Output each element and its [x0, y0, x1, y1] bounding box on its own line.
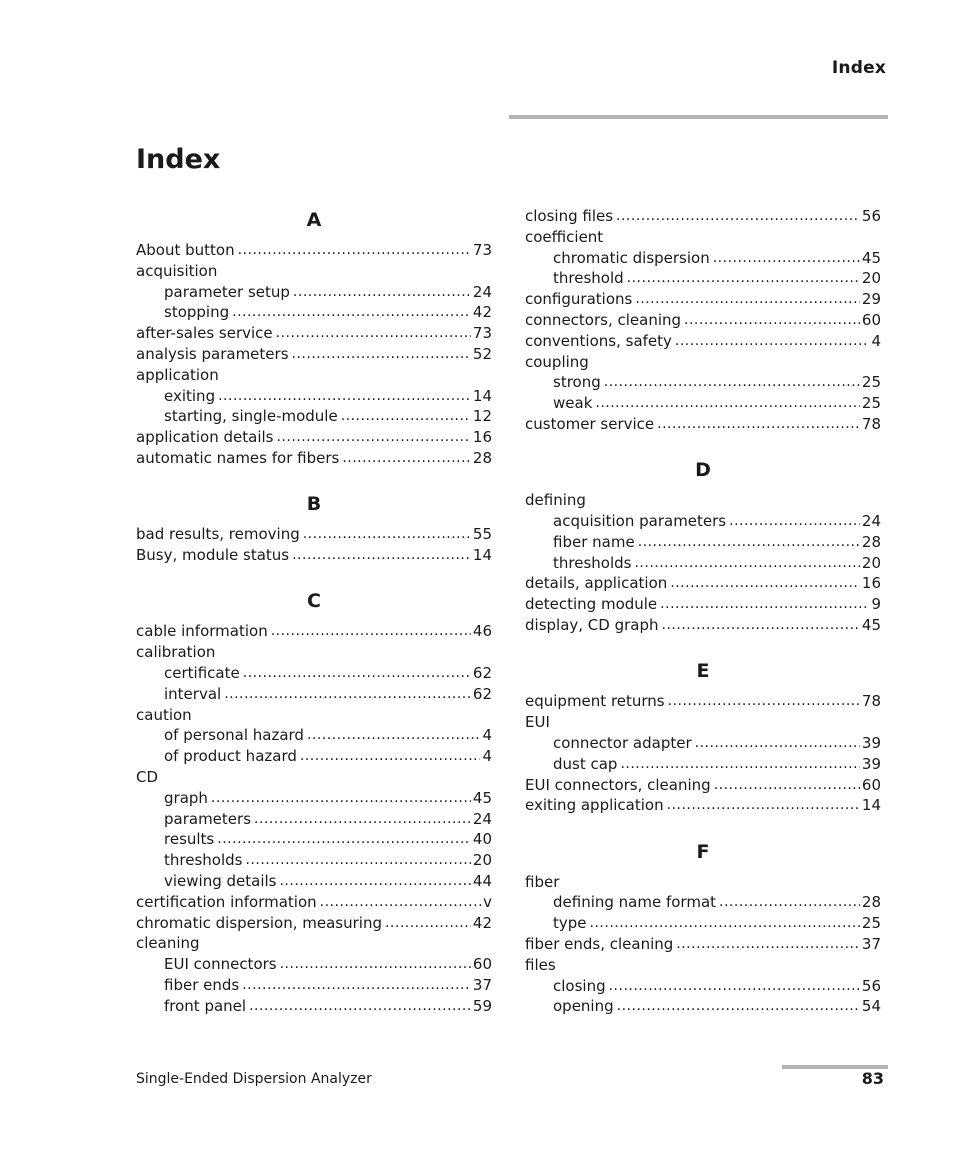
index-entry [525, 289, 881, 310]
entry-text: files [525, 955, 556, 974]
page-reference: 45 [861, 248, 881, 267]
entry-text: EUI connectors, cleaning [525, 775, 711, 794]
dot-leader [719, 892, 860, 913]
index-entry [136, 323, 492, 344]
index-subentry [136, 996, 492, 1017]
page-reference: 28 [472, 448, 492, 467]
entry-text: closing [553, 976, 606, 995]
page-reference: 28 [861, 893, 881, 912]
entry-text: bad results, removing [136, 525, 300, 544]
entry-text: connector adapter [553, 733, 692, 752]
dot-leader [684, 310, 860, 331]
page-reference: 24 [472, 282, 492, 301]
dot-leader [635, 289, 860, 310]
index-subentry [525, 913, 881, 934]
dot-leader [217, 829, 471, 850]
page-reference: 78 [861, 692, 881, 711]
index-entry [525, 872, 881, 893]
dot-leader [670, 573, 860, 594]
dot-leader [303, 524, 471, 545]
index-entry [525, 594, 881, 615]
index-entry [136, 261, 492, 282]
entry-text: opening [553, 997, 614, 1016]
page-reference: 25 [861, 914, 881, 933]
page-reference: 56 [861, 207, 881, 225]
page-reference: 60 [861, 310, 881, 329]
page-reference: 56 [861, 976, 881, 995]
index-subentry [136, 406, 492, 427]
page-reference: 40 [472, 830, 492, 849]
entry-text: results [164, 830, 215, 849]
page-reference: 20 [472, 851, 492, 870]
entry-text: chromatic dispersion [553, 248, 710, 267]
index-entry [136, 344, 492, 365]
entry-text: fiber [525, 872, 560, 891]
page-reference: 37 [861, 935, 881, 954]
index-entry [525, 795, 881, 816]
index-subentry [525, 372, 881, 393]
page-reference: 4 [482, 747, 492, 766]
entry-text: viewing details [164, 871, 277, 890]
entry-text: Busy, module status [136, 546, 290, 565]
page-reference: 16 [861, 574, 881, 593]
page-reference: 24 [472, 809, 492, 828]
footer-page-number: 83 [861, 1069, 884, 1088]
index-entry [136, 642, 492, 663]
page-reference: 14 [472, 546, 492, 565]
page-reference: 9 [871, 595, 881, 614]
page-reference: 78 [861, 414, 881, 433]
entry-text: defining [525, 491, 586, 510]
index-subentry [525, 511, 881, 532]
page-reference: 55 [472, 525, 492, 544]
index-subentry [525, 754, 881, 775]
index-entry [136, 705, 492, 726]
dot-leader [342, 448, 471, 469]
dot-leader [271, 621, 471, 642]
page-reference: 60 [472, 955, 492, 974]
index-entry [136, 365, 492, 386]
entry-text: About button [136, 241, 235, 259]
entry-text: acquisition [136, 261, 218, 280]
entry-text: certificate [164, 663, 240, 682]
index-entry [525, 573, 881, 594]
page-reference: 59 [472, 996, 492, 1015]
entry-text: detecting module [525, 595, 658, 614]
entry-text: EUI [525, 713, 550, 732]
entry-text: of personal hazard [164, 726, 304, 745]
index-entry [136, 892, 492, 913]
index-subentry [525, 393, 881, 414]
index-subentry [136, 788, 492, 809]
entry-text: threshold [553, 269, 624, 288]
entry-text: starting, single-module [164, 407, 338, 426]
index-subentry [136, 746, 492, 767]
dot-leader [211, 788, 471, 809]
page-reference: 25 [861, 394, 881, 413]
index-subentry [525, 892, 881, 913]
dot-leader [662, 615, 860, 636]
page-reference: 28 [861, 532, 881, 551]
dot-leader [590, 913, 860, 934]
index-entry [525, 331, 881, 352]
index-section [136, 491, 492, 566]
index-entry [136, 933, 492, 954]
index-entry [525, 414, 881, 435]
index-subentry [136, 809, 492, 830]
index-subentry [525, 268, 881, 289]
dot-leader [729, 511, 860, 532]
entry-text: of product hazard [164, 747, 297, 766]
dot-leader [224, 684, 471, 705]
index-section [525, 839, 881, 1018]
dot-leader [276, 427, 470, 448]
page-reference: 24 [861, 512, 881, 531]
entry-text: details, application [525, 574, 668, 593]
entry-text: display, CD graph [525, 616, 659, 635]
entry-text: fiber name [553, 532, 635, 551]
entry-text: parameters [164, 809, 252, 828]
page-reference: 37 [472, 975, 492, 994]
entry-text: equipment returns [525, 692, 665, 711]
page-reference: 62 [472, 684, 492, 703]
entry-text: exiting [164, 386, 216, 405]
dot-leader [604, 372, 860, 393]
index-entry [136, 621, 492, 642]
page-reference: 46 [472, 622, 492, 641]
index-column-left [136, 207, 492, 1017]
dot-leader [609, 976, 860, 997]
page-reference: 12 [472, 407, 492, 426]
dot-leader [254, 809, 471, 830]
index-subentry [136, 829, 492, 850]
page-reference: 20 [861, 269, 881, 288]
section-letter: B [306, 493, 322, 516]
page-reference: v [483, 892, 492, 911]
dot-leader [300, 746, 481, 767]
index-entry [525, 934, 881, 955]
dot-leader [242, 975, 471, 996]
entry-text: cleaning [136, 934, 200, 953]
entry-text: fiber ends [164, 975, 240, 994]
page-reference: 39 [861, 733, 881, 752]
page-reference: 62 [472, 663, 492, 682]
page-reference: 45 [472, 788, 492, 807]
page-reference: 14 [861, 796, 881, 815]
index-entry [136, 767, 492, 788]
dot-leader [385, 913, 471, 934]
section-letter: A [306, 209, 322, 231]
dot-leader [280, 954, 471, 975]
entry-text: EUI connectors [164, 955, 277, 974]
index-entry [525, 352, 881, 373]
dot-leader [713, 248, 860, 269]
page-reference: 25 [861, 373, 881, 392]
entry-text: graph [164, 788, 208, 807]
dot-leader [245, 850, 470, 871]
index-entry [525, 206, 881, 227]
page-title: Index [136, 144, 221, 175]
dot-leader [292, 545, 471, 566]
page-reference: 42 [472, 913, 492, 932]
index-entry [525, 955, 881, 976]
page-reference: 20 [861, 553, 881, 572]
index-subentry [136, 871, 492, 892]
entry-text: CD [136, 767, 159, 786]
entry-text: application details [136, 428, 274, 447]
entry-text: weak [553, 394, 593, 413]
entry-text: customer service [525, 414, 655, 433]
dot-leader [249, 996, 471, 1017]
index-subentry [136, 302, 492, 323]
page-reference: 73 [472, 241, 492, 259]
entry-text: analysis parameters [136, 344, 289, 363]
entry-text: caution [136, 705, 192, 724]
index-entry [525, 712, 881, 733]
dot-leader [218, 386, 471, 407]
index-subentry [525, 976, 881, 997]
index-subentry [525, 553, 881, 574]
section-letter: F [696, 840, 710, 863]
page-reference: 4 [871, 331, 881, 350]
entry-text: fiber ends, cleaning [525, 935, 674, 954]
index-section [525, 206, 881, 435]
entry-text: acquisition parameters [553, 512, 727, 531]
index-subentry [525, 248, 881, 269]
entry-text: front panel [164, 996, 247, 1015]
index-subentry [136, 282, 492, 303]
index-entry [136, 240, 492, 261]
dot-leader [307, 725, 480, 746]
dot-leader [675, 331, 870, 352]
index-entry [136, 427, 492, 448]
dot-leader [638, 532, 860, 553]
dot-leader [714, 775, 860, 796]
section-letter: E [696, 660, 710, 683]
entry-text: conventions, safety [525, 331, 672, 350]
page-reference: 14 [472, 386, 492, 405]
entry-text: chromatic dispersion, measuring [136, 913, 382, 932]
dot-leader [627, 268, 860, 289]
index-subentry [525, 996, 881, 1017]
page-reference: 44 [472, 871, 492, 890]
dot-leader [243, 663, 471, 684]
index-subentry [136, 684, 492, 705]
page-reference: 4 [482, 726, 492, 745]
index-entry [525, 691, 881, 712]
index-entry [136, 545, 492, 566]
dot-leader [320, 892, 481, 913]
entry-text: thresholds [553, 553, 632, 572]
entry-text: interval [164, 684, 222, 703]
index-subentry [525, 532, 881, 553]
entry-text: application [136, 365, 219, 384]
dot-leader [238, 240, 471, 261]
index-entry [136, 524, 492, 545]
index-subentry [525, 733, 881, 754]
index-entry [525, 227, 881, 248]
dot-leader [292, 344, 471, 365]
dot-leader [232, 302, 471, 323]
dot-leader [276, 323, 471, 344]
entry-text: parameter setup [164, 282, 290, 301]
entry-text: type [553, 914, 587, 933]
index-entry [525, 775, 881, 796]
index-section [525, 457, 881, 636]
section-letter: D [695, 459, 711, 482]
page-reference: 16 [472, 428, 492, 447]
entry-text: connectors, cleaning [525, 310, 682, 329]
index-section [136, 588, 492, 1016]
index-section [136, 207, 492, 469]
dot-leader [657, 414, 860, 435]
index-entry [525, 615, 881, 636]
index-subentry [136, 386, 492, 407]
dot-leader [695, 733, 860, 754]
dot-leader [617, 996, 860, 1017]
footer-document-title: Single-Ended Dispersion Analyzer [136, 1071, 372, 1087]
dot-leader [616, 206, 860, 227]
index-entry [136, 448, 492, 469]
dot-leader [676, 934, 860, 955]
dot-leader [293, 282, 471, 303]
page-reference: 29 [861, 290, 881, 309]
entry-text: closing files [525, 207, 614, 225]
dot-leader [341, 406, 471, 427]
page-reference: 42 [472, 303, 492, 322]
index-entry [525, 310, 881, 331]
index-subentry [136, 975, 492, 996]
index-column-right [525, 206, 881, 1017]
section-letter: C [307, 590, 321, 613]
entry-text: coupling [525, 352, 589, 371]
entry-text: exiting application [525, 796, 664, 815]
running-header-title: Index [831, 58, 886, 78]
page-reference: 39 [861, 754, 881, 773]
entry-text: calibration [136, 643, 216, 662]
entry-text: coefficient [525, 227, 604, 246]
header-rule [509, 115, 888, 119]
index-subentry [136, 850, 492, 871]
entry-text: strong [553, 373, 601, 392]
dot-leader [595, 393, 860, 414]
page-reference: 73 [472, 324, 492, 343]
entry-text: stopping [164, 303, 230, 322]
entry-text: dust cap [553, 754, 618, 773]
dot-leader [668, 691, 860, 712]
dot-leader [660, 594, 869, 615]
index-subentry [136, 725, 492, 746]
index-section [525, 658, 881, 816]
page-reference: 60 [861, 775, 881, 794]
dot-leader [634, 553, 859, 574]
index-subentry [136, 954, 492, 975]
index-entry [136, 913, 492, 934]
page-reference: 52 [472, 344, 492, 363]
entry-text: automatic names for fibers [136, 448, 340, 467]
page-reference: 45 [861, 616, 881, 635]
dot-leader [667, 795, 860, 816]
dot-leader [279, 871, 470, 892]
entry-text: defining name format [553, 893, 717, 912]
entry-text: thresholds [164, 851, 243, 870]
dot-leader [620, 754, 859, 775]
entry-text: certification information [136, 892, 317, 911]
entry-text: configurations [525, 290, 633, 309]
page-reference: 54 [861, 997, 881, 1016]
entry-text: after-sales service [136, 324, 273, 343]
index-subentry [136, 663, 492, 684]
entry-text: cable information [136, 622, 268, 641]
index-entry [525, 490, 881, 511]
